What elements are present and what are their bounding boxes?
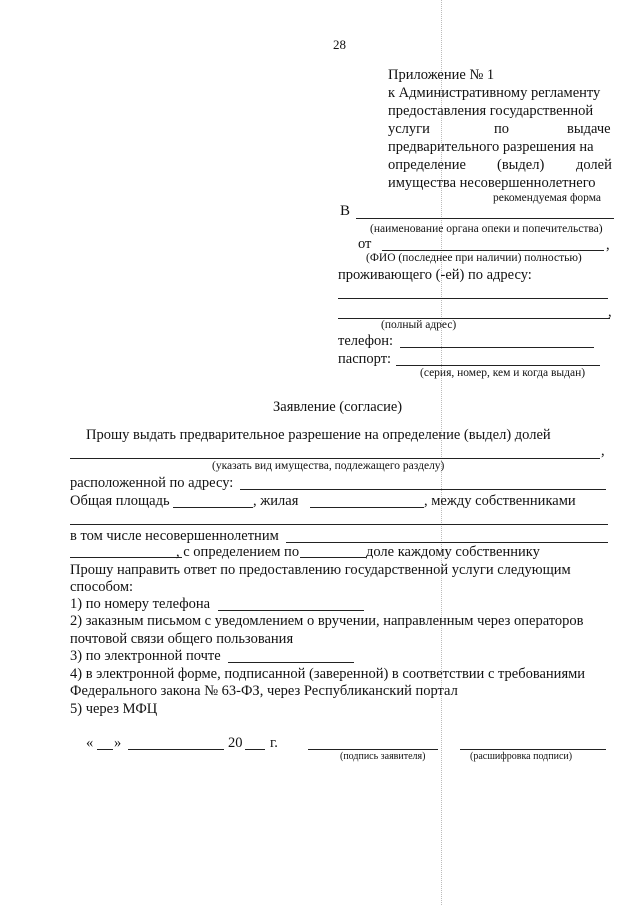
page-number: 28 (333, 37, 346, 52)
share-size-line[interactable] (300, 557, 366, 558)
minors-label: в том числе несовершеннолетним (70, 528, 279, 544)
appendix-line: услуги (388, 121, 430, 137)
living-label: , жилая (253, 493, 299, 509)
to-prefix: В (340, 203, 351, 219)
response-method-line: Прошу направить ответ по предоставлению государственной услуги следующим (70, 562, 571, 578)
property-address-line[interactable] (240, 489, 606, 490)
appendix-line: имущества несовершеннолетнего (388, 175, 596, 191)
address-line-1[interactable] (338, 298, 608, 299)
property-comma: , (601, 443, 605, 459)
option-email-line[interactable] (228, 662, 354, 663)
option-mail-continued: почтовой связи общего пользования (70, 631, 294, 647)
from-comma: , (606, 237, 610, 253)
authority-caption: (наименование органа опеки и попечительства) (370, 223, 603, 235)
signature-decoding-caption: (расшифровка подписи) (470, 751, 573, 762)
phone-label: телефон: (338, 333, 394, 349)
living-area-line[interactable] (310, 507, 424, 508)
passport-label: паспорт: (338, 351, 392, 367)
appendix-line: (выдел) (497, 157, 545, 173)
scan-fold-line (441, 0, 442, 905)
property-type-line[interactable] (70, 458, 600, 459)
option-phone-line[interactable] (218, 610, 364, 611)
date-year-suffix: г. (270, 735, 278, 751)
authority-name-line[interactable] (356, 218, 614, 219)
applicant-name-line[interactable] (382, 250, 604, 251)
appendix-line: долей (576, 157, 612, 173)
area-label: Общая площадь (70, 493, 170, 509)
option-phone: 1) по номеру телефона (70, 596, 211, 612)
residence-label: проживающего (-ей) по адресу: (338, 267, 532, 283)
owners-label: , между собственниками (424, 493, 576, 509)
option-mail: 2) заказным письмом с уведомлением о вручении, направленным через операторов (70, 613, 584, 629)
from-prefix: от (358, 236, 372, 252)
appendix-line: по (494, 121, 510, 137)
owners-names-line[interactable] (70, 524, 608, 525)
share-label: , с определением по (176, 544, 300, 560)
located-label: расположенной по адресу: (70, 475, 234, 491)
appendix-line: определение (388, 157, 466, 173)
option-email: 3) по электронной почте (70, 648, 221, 664)
response-method-line-2: способом: (70, 579, 134, 595)
minors-names-line-2[interactable] (70, 557, 182, 558)
appendix-line: предварительного разрешения на (388, 139, 594, 155)
phone-line[interactable] (400, 347, 594, 348)
address-line-2[interactable] (338, 318, 610, 319)
date-day-line[interactable] (97, 749, 113, 750)
appendix-line: к Административному регламенту (388, 85, 601, 101)
date-close-quote: » (114, 735, 122, 751)
date-open-quote: « (86, 735, 94, 751)
option-mfc: 5) через МФЦ (70, 701, 158, 717)
total-area-line[interactable] (173, 507, 253, 508)
minors-names-line[interactable] (286, 542, 608, 543)
option-electronic-continued: Федерального закона № 63-ФЗ, через Республиканский портал (70, 683, 458, 699)
address-comma: , (608, 304, 612, 320)
appendix-line: предоставления государственной (388, 103, 594, 119)
form-heading: Заявление (согласие) (273, 399, 403, 415)
signature-decoding-line[interactable] (460, 749, 606, 750)
passport-caption: (серия, номер, кем и когда выдан) (420, 367, 586, 379)
applicant-signature-caption: (подпись заявителя) (340, 751, 426, 762)
request-line: Прошу выдать предварительное разрешение на определение (выдел) долей (86, 427, 551, 443)
property-caption: (указать вид имущества, подлежащего разделу) (212, 460, 445, 472)
passport-line[interactable] (396, 365, 600, 366)
date-month-line[interactable] (128, 749, 224, 750)
share-suffix: доле каждому собственнику (366, 544, 540, 560)
form-note: рекомендуемая форма (493, 192, 602, 204)
appendix-line: выдаче (567, 121, 611, 137)
applicant-name-caption: (ФИО (последнее при наличии) полностью) (366, 252, 582, 264)
appendix-title: Приложение № 1 (388, 67, 495, 83)
applicant-signature-line[interactable] (308, 749, 438, 750)
date-year-prefix: 20 (228, 735, 243, 751)
date-year-line[interactable] (245, 749, 265, 750)
address-caption: (полный адрес) (381, 319, 457, 331)
option-electronic: 4) в электронной форме, подписанной (заверенной) в соответствии с требованиями (70, 666, 586, 682)
